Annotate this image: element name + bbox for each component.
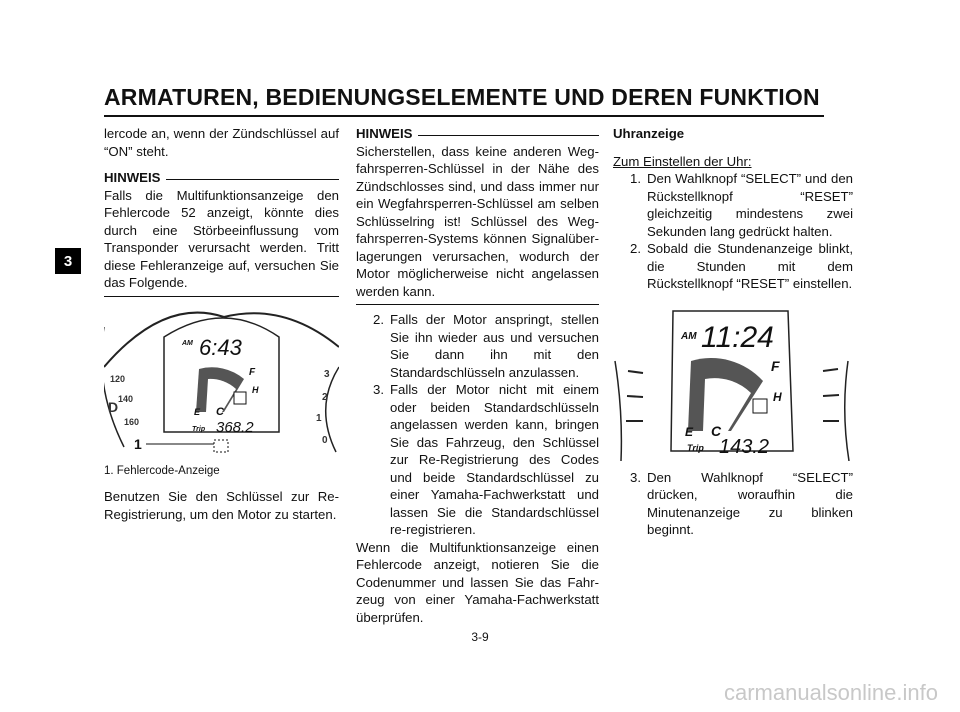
page-title: ARMATUREN, BEDIENUNGSELEMENTE UND DEREN FUNKTION bbox=[104, 84, 820, 110]
section-subheading: Zum Einstellen der Uhr: bbox=[613, 153, 752, 169]
header-rule bbox=[104, 115, 824, 117]
am-label-2: AM bbox=[681, 330, 697, 342]
section-heading: Uhranzeige bbox=[613, 126, 685, 141]
list-item: 2. Falls der Motor anspringt, stellen Sie ihn wieder aus und versuchen Sie dann ihn mit den Standardschlüsseln anzulassen. bbox=[373, 312, 599, 380]
paragraph-error-code: Wenn die Multifunktionsanzeige einen Fehlercode anzeigt, notieren Sie die Codenummer und lassen Sie das Fahrzeug von einer Yamaha-Fachwerkstatt überprüfen. bbox=[356, 539, 599, 625]
hinweis-label-2: HINWEIS bbox=[356, 126, 413, 141]
column-2 bbox=[356, 125, 599, 626]
temp-hot-label-2: H bbox=[773, 389, 782, 404]
temp-cold-label-2: C bbox=[711, 422, 722, 439]
temp-cold-label: C bbox=[216, 405, 224, 418]
hinweis-text: Falls die Multifunktionsanzeige den Fehlercode 52 anzeigt, könnte dies durch eine Störbeeinflussung vom Transponder verursacht werden. Tritt diese Fehleranzeige auf, versuchen Sie das Folgende. bbox=[104, 187, 339, 290]
hinweis-rule bbox=[166, 179, 339, 180]
clock-steps-list bbox=[613, 170, 853, 293]
paragraph-continuation: lercode an, wenn der Zündschlüssel auf “ON” steht. bbox=[104, 126, 339, 159]
svg-text:3: 3 bbox=[324, 368, 330, 380]
svg-text:2: 2 bbox=[322, 391, 328, 403]
chapter-tab: 3 bbox=[55, 248, 81, 274]
hinweis-end-rule bbox=[104, 296, 339, 297]
page-header bbox=[104, 84, 824, 111]
column-1 bbox=[104, 125, 339, 523]
figure-caption: 1. Fehlercode-Anzeige bbox=[104, 464, 220, 477]
hinweis-text-2: Sicherstellen, dass keine anderen Wegfahrsperren-Schlüssel in der Nähe des Zündschlosses sind, und dass immer nur ein Wegfahrsperren-Schlüssel am selben Schlüsselring ist! Schlüssel des Wegfahrsperren-Systems können Signalüberlagerungen verursachen, wodurch der Motor möglicherweise nicht angelassen werden kann. bbox=[356, 143, 599, 299]
clock-display: 6:43 bbox=[199, 334, 242, 360]
list-item: 3. Den Wahlknopf “SELECT” drücken, woraufhin die Minutenanzeige zu blinken beginnt. bbox=[630, 469, 853, 537]
fuel-full-label-2: F bbox=[771, 357, 780, 374]
svg-text:D: D bbox=[108, 398, 119, 415]
hinweis-end-rule-2 bbox=[356, 304, 599, 305]
hinweis-heading-2 bbox=[356, 125, 599, 143]
clock-steps-list-2 bbox=[613, 469, 853, 539]
trip-display: 368.2 bbox=[216, 418, 254, 436]
callout-number: 1 bbox=[134, 435, 142, 452]
list-item: 3. Falls der Motor nicht mit einem oder beiden Standardschlüsseln angelassen werden kann, bringen Sie das Fahrzeug, den Schlüssel zur Re-Registrierung des Codes und beide Standardschlüssel zu einer Yamaha-Fachwerkstatt und lassen Sie die Standardschlüssel re-registrieren. bbox=[373, 382, 599, 537]
list-item: 2. Sobald die Stundenanzeige blinkt, die Stunden mit dem Rückstellknopf “RESET” einstellen. bbox=[630, 241, 853, 291]
trip-label-2: Trip bbox=[687, 442, 704, 453]
svg-text:0: 0 bbox=[322, 434, 328, 446]
am-label: AM bbox=[182, 339, 193, 347]
column-3 bbox=[613, 125, 853, 539]
paragraph-reregister: Benutzen Sie den Schlüssel zur Re-Registrierung, um den Motor zu starten. bbox=[104, 489, 339, 522]
hinweis-rule-2 bbox=[418, 135, 599, 136]
steps-list bbox=[356, 311, 599, 539]
fuel-empty-label-2: E bbox=[685, 424, 694, 439]
page-number: 3-9 bbox=[471, 630, 489, 644]
svg-text:1: 1 bbox=[316, 412, 322, 424]
hinweis-heading bbox=[104, 169, 339, 187]
svg-text:160: 160 bbox=[124, 416, 140, 427]
trip-display-2: 143.2 bbox=[719, 435, 770, 458]
watermark: carmanualsonline.info bbox=[723, 680, 938, 705]
svg-text:120: 120 bbox=[110, 373, 126, 384]
clock-display-illustration bbox=[613, 301, 853, 461]
trip-label: Trip bbox=[192, 425, 206, 433]
dashboard-illustration bbox=[104, 307, 339, 457]
clock-display-2: 11:24 bbox=[701, 320, 774, 354]
hinweis-label: HINWEIS bbox=[104, 170, 161, 185]
list-item: 1. Den Wahlknopf “SELECT” und den Rückstellknopf “RESET” gleichzeitig mindestens zwei Sekunden lang gedrückt halten. bbox=[630, 171, 853, 239]
fuel-full-label: F bbox=[249, 366, 256, 378]
temp-hot-label: H bbox=[252, 384, 259, 395]
fuel-empty-label: E bbox=[194, 406, 201, 417]
svg-text:140: 140 bbox=[118, 393, 134, 404]
